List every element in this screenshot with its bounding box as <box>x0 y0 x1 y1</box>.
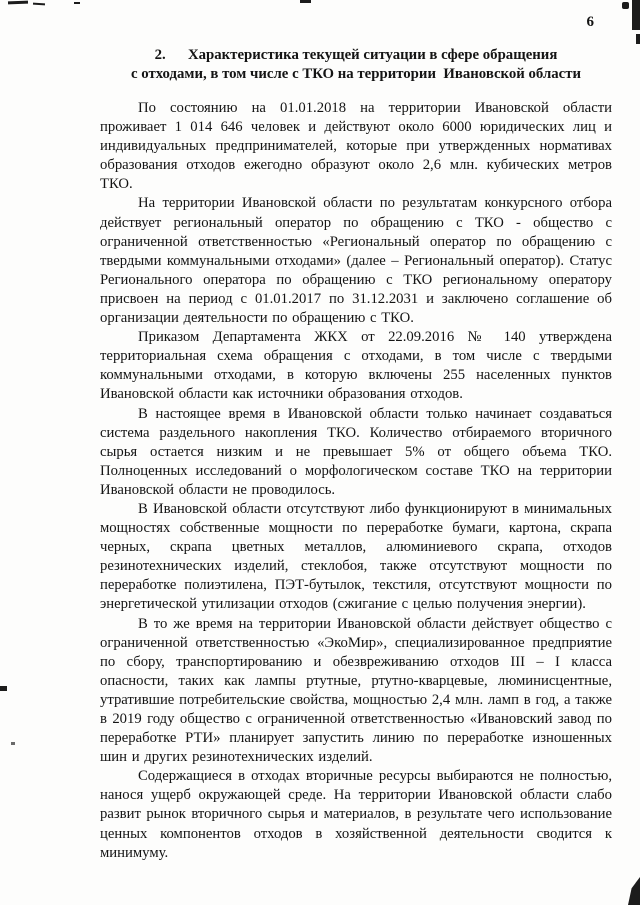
scan-artifact <box>632 0 640 30</box>
page-number: 6 <box>586 14 594 30</box>
paragraph: На территории Ивановской области по результатам конкурсного отбора действует региональный оператор по обращению с ТКО - общество с ограниченной ответственностью «Региональный оператор по обращению с твердыми коммунальными отходами» (далее – Региональный оператор). Статус Регионального оператора по обращению с ТКО региональному оператору присвоен на период с 01.01.2017 по 31.12.2031 и заключено соглашение об организации деятельности по обращению с ТКО. <box>100 195 612 327</box>
scan-artifact <box>636 34 640 44</box>
scan-artifact <box>8 1 28 5</box>
paragraph: В Ивановской области отсутствуют либо функционируют в минимальных мощностях собственные мощности по переработке бумаги, картона, скрапа черных, скрапа цветных металлов, алюминиевого скрапа, отходов резинотехнических изделий, стеклобоя, также отсутствуют мощности по переработке полиэтилена, ПЭТ-бутылок, текстиля, отсутствуют мощности по энергетической утилизации отходов (сжигание с целью получения энергии). <box>100 500 612 613</box>
section-heading-line-1: 2. Характеристика текущей ситуации в сфере обращения <box>154 47 558 63</box>
paragraph: Содержащиеся в отходах вторичные ресурсы выбираются не полностью, нанося ущерб окружающей среде. На территории Ивановской области слабо развит рынок вторичного сырья и материалов, в результате чего использование ценных компонентов отходов в хозяйственной деятельности сводится к минимуму. <box>100 768 612 861</box>
section-heading-line-2: с отходами, в том числе с ТКО на территории Ивановской области <box>130 66 582 82</box>
scan-artifact <box>33 3 45 6</box>
paragraph: В настоящее время в Ивановской области только начинает создаваться система раздельного накопления ТКО. Количество отбираемого вторичного сырья остается низким и не превышает 5% от общего объема ТКО. Полноценных исследований о морфологическом составе ТКО на территории Ивановской области не проводилось. <box>100 405 612 498</box>
scan-artifact <box>74 2 80 4</box>
paragraph: Приказом Департамента ЖКХ от 22.09.2016 № 140 утверждена территориальная схема обращения с отходами, в том числе с твердыми коммунальными отходами, в которую включены 255 населенных пунктов Ивановской области как источники образования отходов. <box>100 329 612 403</box>
paragraph: По состоянию на 01.01.2018 на территории Ивановской области проживает 1 014 646 человек и действуют около 6000 юридических лиц и индивидуальных предпринимателей, которые при утвержденных нормативах образования отходов ежегодно образуют около 2,6 млн. кубических метров ТКО. <box>100 100 612 193</box>
scan-artifact <box>0 686 7 691</box>
scan-artifact <box>300 0 311 3</box>
scan-artifact <box>11 742 15 745</box>
scan-artifact <box>622 2 629 9</box>
scan-artifact <box>628 877 640 905</box>
paragraph: В то же время на территории Ивановской области действует общество с ограниченной ответственностью «ЭкоМир», специализированное предприятие по сбору, транспортированию и обезвреживанию отходов III – I класса опасности, таких как лампы ртутные, ртутно-кварцевые, люминисцентные, утратившие потребительские свойства, мощностью 2,4 млн. ламп в год, а также в 2019 году общество с ограниченной ответственностью «Ивановский завод по переработке РТИ» планирует запустить линию по переработке изношенных шин и других резинотехнических изделий. <box>100 615 612 766</box>
section-heading <box>100 46 612 84</box>
document-content <box>100 46 612 863</box>
